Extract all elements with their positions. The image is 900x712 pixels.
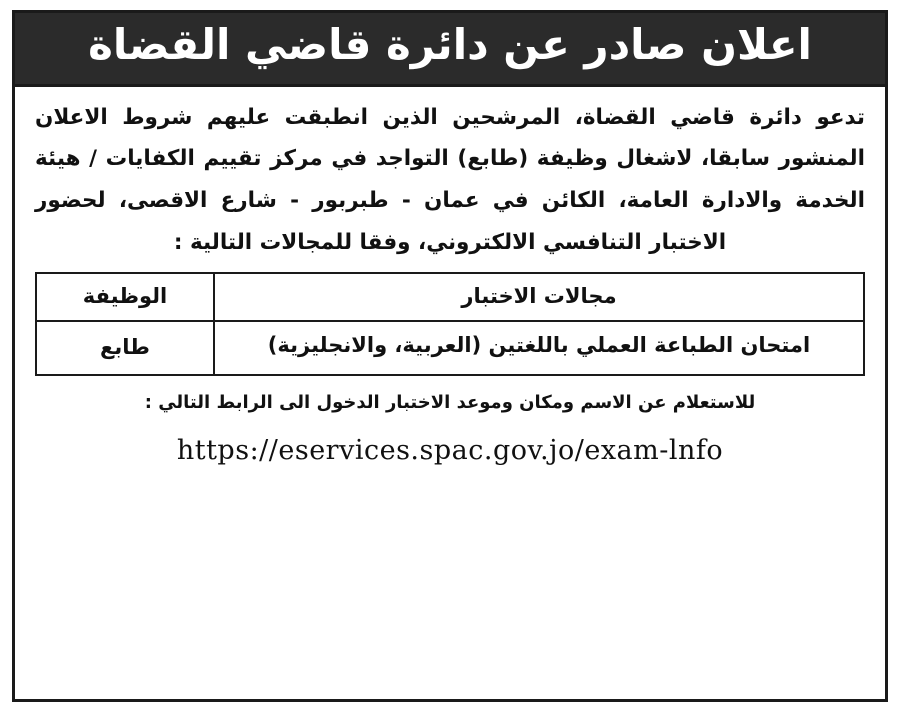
announcement-body <box>15 87 885 466</box>
announcement-banner <box>15 13 885 87</box>
exam-fields-table <box>35 272 865 375</box>
announcement-title: اعلان صادر عن دائرة قاضي القضاة <box>88 20 812 69</box>
inquiry-note: للاستعلام عن الاسم ومكان وموعد الاختبار الدخول الى الرابط التالي : <box>144 391 756 413</box>
table-row <box>36 321 864 375</box>
table-body <box>36 321 864 375</box>
table-header-row <box>36 273 864 321</box>
cell-exam-fields: امتحان الطباعة العملي باللغتين (العربية، والانجليزية) <box>214 321 864 375</box>
column-header-exam-fields: مجالات الاختبار <box>214 273 864 321</box>
announcement-frame <box>12 10 888 702</box>
cell-job: طابع <box>36 321 214 375</box>
table-header <box>36 273 864 321</box>
exam-info-link[interactable]: https://eservices.spac.gov.jo/exam-lnfo <box>176 434 724 466</box>
intro-paragraph: تدعو دائرة قاضي القضاة، المرشحين الذين انطبقت عليهم شروط الاعلان المنشور سابقا، لاشغال وظيفة (طابع) التواجد في مركز تقييم الكفايات / هيئة الخدمة والادارة العامة، الكائن في عمان - طبربور - شارع الاقصى، لحضور الاختبار التنافسي الالكتروني، وفقا للمجالات التالية : <box>35 104 865 256</box>
column-header-job: الوظيفة <box>36 273 214 321</box>
